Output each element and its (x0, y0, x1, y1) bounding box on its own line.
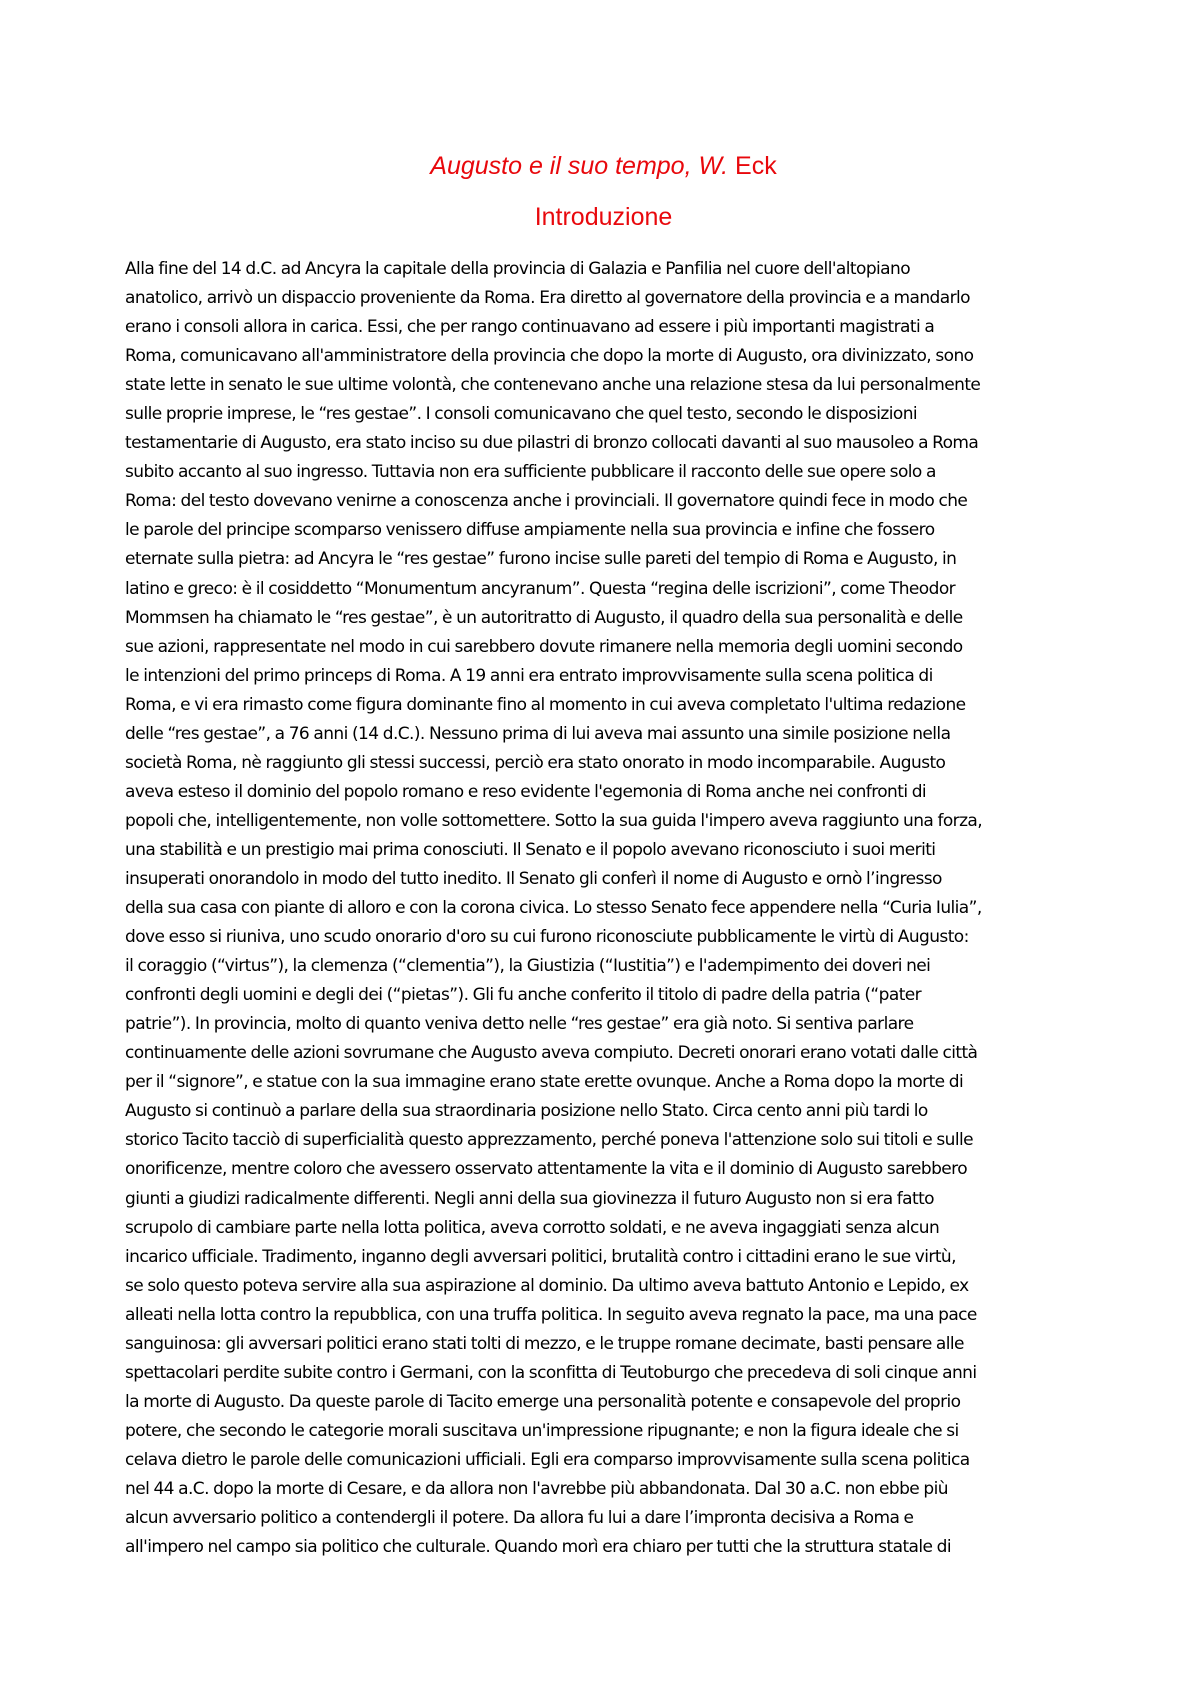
body-line: Mommsen ha chiamato le “res gestae”, è un autoritratto di Augusto, il quadro della sua personalità e delle (125, 607, 963, 628)
body-line: scrupolo di cambiare parte nella lotta politica, aveva corrotto soldati, e ne aveva ingaggiati senza alcun (125, 1217, 940, 1238)
body-line: anatolico, arrivò un dispaccio proveniente da Roma. Era diretto al governatore della provincia e a mandarlo (125, 288, 970, 309)
body-line: la morte di Augusto. Da queste parole di Tacito emerge una personalità potente e consapevole del proprio (125, 1391, 961, 1412)
body-line: insuperati onorandolo in modo del tutto inedito. Il Senato gli conferì il nome di Augusto e ornò l’ingresso (125, 868, 942, 889)
body-line: le intenzioni del primo princeps di Roma. A 19 anni era entrato improvvisamente sulla scena politica di (125, 665, 933, 686)
body-line: sue azioni, rappresentate nel modo in cui sarebbero dovute rimanere nella memoria degli uomini secondo (125, 636, 963, 657)
body-line: alcun avversario politico a contendergli il potere. Da allora fu lui a dare l’impronta decisiva a Roma e (125, 1508, 914, 1529)
body-line: Augusto si continuò a parlare della sua straordinaria posizione nello Stato. Circa cento anni più tardi lo (125, 1101, 928, 1122)
body-line: società Roma, nè raggiunto gli stessi successi, perciò era stato onorato in modo incomparabile. Augusto (125, 752, 946, 773)
body-line: potere, che secondo le categorie morali suscitava un'impressione ripugnante; e non la figura ideale che si (125, 1420, 959, 1441)
body-line: onorificenze, mentre coloro che avessero osservato attentamente la vita e il dominio di Augusto sarebbero (125, 1159, 968, 1180)
body-line: erano i consoli allora in carica. Essi, che per rango continuavano ad essere i più importanti magistrati a (125, 317, 935, 338)
body-line: storico Tacito tacciò di superficialità questo apprezzamento, perché poneva l'attenzione solo sui titoli e sulle (125, 1130, 974, 1151)
body-line: alleati nella lotta contro la repubblica, con una truffa politica. In seguito aveva regnato la pace, ma una pace (125, 1304, 977, 1325)
body-line: testamentarie di Augusto, era stato inciso su due pilastri di bronzo collocati davanti al suo mausoleo a Roma (125, 433, 979, 454)
body-text (125, 255, 1082, 1562)
body-line: popoli che, intelligentemente, non volle sottomettere. Sotto la sua guida l'impero aveva raggiunto una forza, (125, 810, 983, 831)
body-line: latino e greco: è il cosiddetto “Monumentum ancyranum”. Questa “regina delle iscrizioni”, come Theodor (125, 578, 956, 599)
body-line: celava dietro le parole delle comunicazioni ufficiali. Egli era comparso improvvisamente sulla scena politica (125, 1449, 970, 1470)
body-line: sanguinosa: gli avversari politici erano stati tolti di mezzo, e le truppe romane decimate, basti pensare alle (125, 1333, 964, 1354)
body-line: spettacolari perdite subite contro i Germani, con la sconfitta di Teutoburgo che precedeva di soli cinque anni (125, 1362, 977, 1383)
body-line: dove esso si riuniva, uno scudo onorario d'oro su cui furono riconosciute pubblicamente le virtù di Augusto: (125, 927, 969, 948)
body-line: Roma, comunicavano all'amministratore della provincia che dopo la morte di Augusto, ora divinizzato, sono (125, 346, 974, 367)
body-line: continuamente delle azioni sovrumane che Augusto aveva compiuto. Decreti onorari erano votati dalle città (125, 1043, 978, 1064)
body-line: per il “signore”, e statue con la sua immagine erano state erette ovunque. Anche a Roma dopo la morte di (125, 1072, 964, 1093)
title-author-part: Eck (728, 152, 777, 180)
body-line: se solo questo poteva servire alla sua aspirazione al dominio. Da ultimo aveva battuto Antonio e Lepido, ex (125, 1275, 969, 1296)
body-line: confronti degli uomini e degli dei (“pietas”). Gli fu anche conferito il titolo di padre della patria (“pater (125, 985, 922, 1006)
body-line: subito accanto al suo ingresso. Tuttavia non era sufficiente pubblicare il racconto delle sue opere solo a (125, 462, 936, 483)
body-line: nel 44 a.C. dopo la morte di Cesare, e da allora non l'avrebbe più abbandonata. Dal 30 a.C. non ebbe più (125, 1478, 948, 1499)
body-line: della sua casa con piante di alloro e con la corona civica. Lo stesso Senato fece appendere nella “Curia Iulia”, (125, 898, 982, 919)
body-line: Roma: del testo dovevano venirne a conoscenza anche i provinciali. Il governatore quindi fece in modo che (125, 491, 968, 512)
document-title (125, 148, 1082, 184)
body-line: giunti a giudizi radicalmente differenti. Negli anni della sua giovinezza il futuro Augusto non si era fatto (125, 1188, 934, 1209)
body-line: all'impero nel campo sia politico che culturale. Quando morì era chiaro per tutti che la struttura statale di (125, 1537, 951, 1558)
body-line: delle “res gestae”, a 76 anni (14 d.C.). Nessuno prima di lui aveva mai assunto una simile posizione nella (125, 723, 951, 744)
body-line: Alla fine del 14 d.C. ad Ancyra la capitale della provincia di Galazia e Panfilia nel cuore dell'altopiano (125, 259, 911, 279)
title-italic-part: Augusto e il suo tempo, W. (430, 152, 729, 180)
body-line: eternate sulla pietra: ad Ancyra le “res gestae” furono incise sulle pareti del tempio di Roma e Augusto, in (125, 549, 957, 570)
body-line: sulle proprie imprese, le “res gestae”. I consoli comunicavano che quel testo, secondo le disposizioni (125, 404, 918, 425)
body-line: Roma, e vi era rimasto come figura dominante fino al momento in cui aveva completato l'ultima redazione (125, 694, 966, 715)
body-line: aveva esteso il dominio del popolo romano e reso evidente l'egemonia di Roma anche nei confronti di (125, 781, 927, 802)
section-heading: Introduzione (534, 203, 673, 231)
body-line: il coraggio (“virtus”), la clemenza (“clementia”), la Giustizia (“Iustitia”) e l'adempimento dei doveri nei (125, 956, 931, 977)
body-line: patrie”). In provincia, molto di quanto veniva detto nelle “res gestae” era già noto. Si sentiva parlare (125, 1014, 914, 1035)
body-line: le parole del principe scomparso venissero diffuse ampiamente nella sua provincia e infine che fossero (125, 520, 935, 541)
body-line: una stabilità e un prestigio mai prima conosciuti. Il Senato e il popolo avevano riconosciuto i suoi meriti (125, 839, 936, 860)
body-line: state lette in senato le sue ultime volontà, che contenevano anche una relazione stesa da lui personalmente (125, 375, 981, 396)
body-line: incarico ufficiale. Tradimento, inganno degli avversari politici, brutalità contro i cittadini erano le sue virtù, (125, 1246, 956, 1267)
